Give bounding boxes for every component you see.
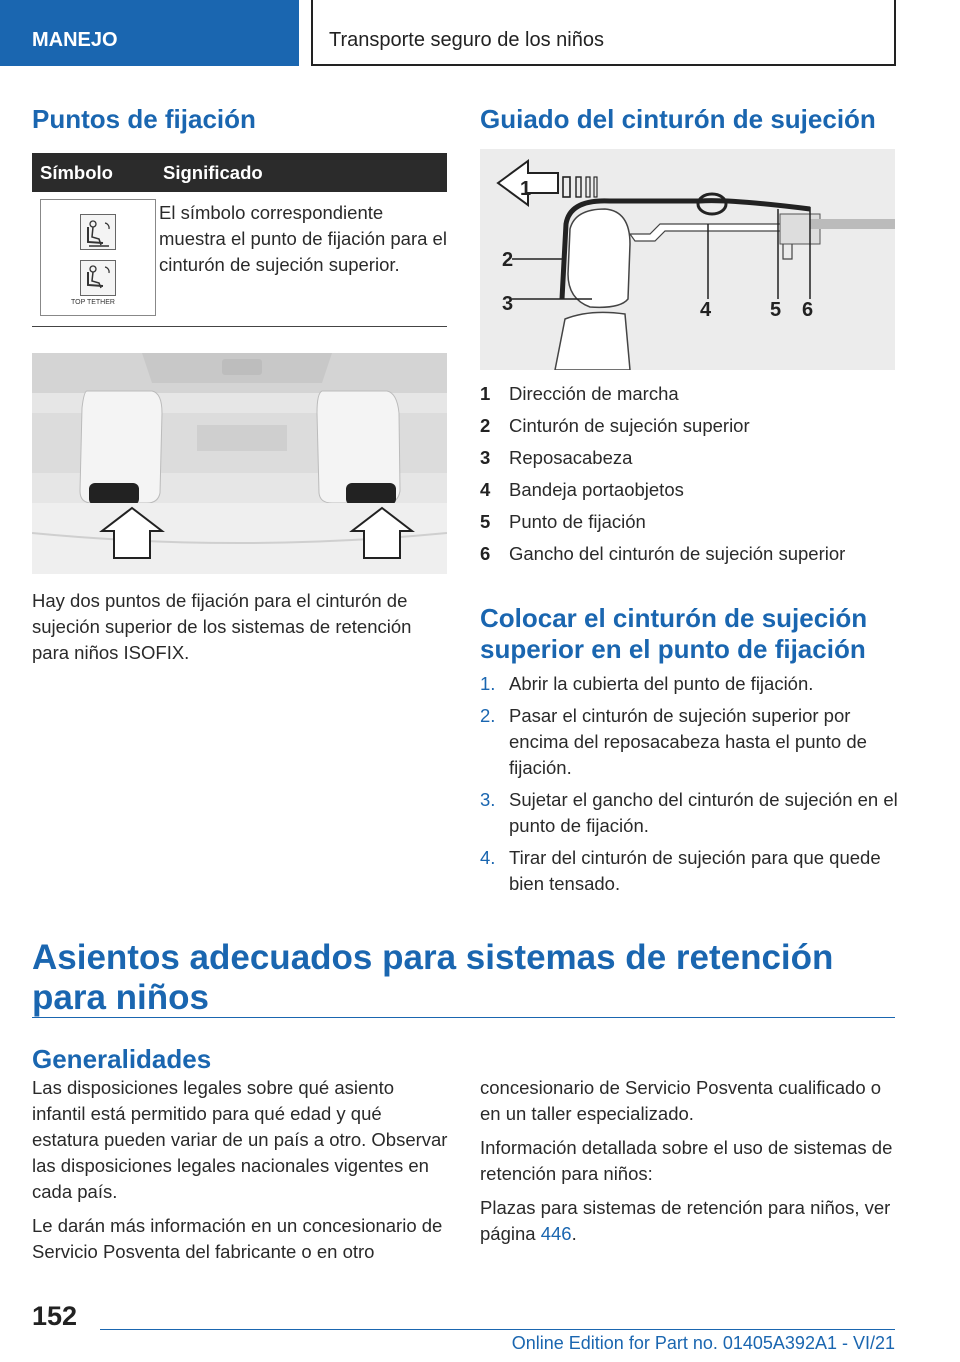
- steps-list: [480, 671, 900, 903]
- list-item: [480, 845, 900, 897]
- legend-text: Dirección de marcha: [509, 383, 679, 404]
- table-header: [32, 153, 447, 192]
- legend-item: [480, 477, 900, 509]
- heading-puntos-fijacion: Puntos de fijación: [32, 104, 256, 134]
- legend-item: [480, 381, 900, 413]
- heading-generalidades: Generalidades: [32, 1044, 212, 1074]
- symbol-box: [40, 199, 156, 316]
- top-tether-caption: TOP TETHER: [71, 299, 115, 306]
- legend-num: 4: [480, 479, 491, 500]
- diagram-label-1: 1: [520, 178, 532, 200]
- diagram-legend: [480, 381, 900, 573]
- diagram-label-6: 6: [802, 299, 814, 321]
- legend-text: Reposacabeza: [509, 447, 633, 468]
- legend-text: Punto de fijación: [509, 511, 646, 532]
- edition-footer: Online Edition for Part no. 01405A392A1 - VI/21: [511, 1333, 895, 1353]
- legend-num: 1: [480, 383, 491, 404]
- anchor-points-paragraph: Hay dos puntos de fijación para el cinturón de sujeción superior de los sistemas de retención para niños ISOFIX.: [32, 590, 412, 663]
- reference-text: Plazas para sistemas de retención para niños, ver página: [480, 1197, 891, 1244]
- legend-item: [480, 445, 900, 477]
- step-number: 1.: [480, 673, 496, 694]
- paragraph: [480, 1195, 898, 1247]
- symbol-table: [32, 153, 447, 327]
- diagram-label-5: 5: [770, 299, 782, 321]
- section-title: Asientos adecuados para sistemas de retención para niños: [32, 938, 834, 1017]
- footer-divider: [100, 1329, 895, 1330]
- step-number: 3.: [480, 789, 496, 810]
- col-symbol-header: Símbolo: [40, 162, 113, 183]
- legend-num: 5: [480, 511, 491, 532]
- column-left-text: [32, 1075, 450, 1273]
- topic-title: Transporte seguro de los niños: [311, 0, 896, 66]
- diagram-label-4: 4: [700, 299, 712, 321]
- column-right-text: [480, 1075, 898, 1255]
- step-number: 2.: [480, 705, 496, 726]
- heading-colocar-cinturon: Colocar el cinturón de sujeción superior en el punto de fijación: [480, 603, 868, 664]
- list-item: [480, 703, 900, 781]
- paragraph: Las disposiciones legales sobre qué asiento infantil está permitido para qué edad y qué estatura pueden variar de un país a otro. Observar las disposiciones legales nacionales vigentes en cada país.: [32, 1077, 448, 1202]
- diagram-label-3: 3: [502, 293, 514, 315]
- table-row: [32, 192, 447, 327]
- page-header: [0, 0, 960, 66]
- section-tab: MANEJO: [0, 0, 299, 66]
- legend-text: Gancho del cinturón de sujeción superior: [509, 543, 846, 564]
- legend-text: Bandeja portaobjetos: [509, 479, 684, 500]
- heading-guiado-cinturon: Guiado del cinturón de sujeción: [480, 104, 876, 134]
- paragraph: concesionario de Servicio Posventa cualificado o en un taller especializado.: [480, 1077, 882, 1124]
- section-divider: [32, 1017, 895, 1018]
- symbol-description: El símbolo correspondiente muestra el punto de fijación para el cinturón de sujeción superior.: [159, 202, 447, 275]
- child-seat-icon: [80, 214, 116, 250]
- reference-end: .: [571, 1223, 577, 1244]
- page-link[interactable]: 446: [540, 1223, 572, 1244]
- step-number: 4.: [480, 847, 496, 868]
- legend-text: Cinturón de sujeción superior: [509, 415, 750, 436]
- step-text: Sujetar el gancho del cinturón de sujeción en el punto de fijación.: [509, 789, 898, 836]
- legend-num: 3: [480, 447, 491, 468]
- legend-num: 2: [480, 415, 491, 436]
- list-item: [480, 787, 900, 839]
- legend-num: 6: [480, 543, 491, 564]
- tether-routing-diagram: [480, 149, 895, 370]
- rear-seats-photo: [32, 353, 447, 574]
- legend-item: [480, 413, 900, 445]
- page-number: 152: [32, 1301, 78, 1331]
- top-tether-icon: [80, 260, 116, 296]
- step-text: Abrir la cubierta del punto de fijación.: [509, 673, 814, 694]
- diagram-label-2: 2: [502, 249, 514, 271]
- paragraph: Le darán más información en un concesionario de Servicio Posventa del fabricante o en otro: [32, 1215, 443, 1262]
- list-item: [480, 671, 900, 697]
- step-text: Pasar el cinturón de sujeción superior por encima del reposacabeza hasta el punto de fijación.: [509, 705, 867, 778]
- paragraph: Información detallada sobre el uso de sistemas de retención para niños:: [480, 1137, 893, 1184]
- step-text: Tirar del cinturón de sujeción para que quede bien tensado.: [509, 847, 881, 894]
- legend-item: [480, 541, 900, 573]
- col-meaning-header: Significado: [163, 162, 263, 183]
- legend-item: [480, 509, 900, 541]
